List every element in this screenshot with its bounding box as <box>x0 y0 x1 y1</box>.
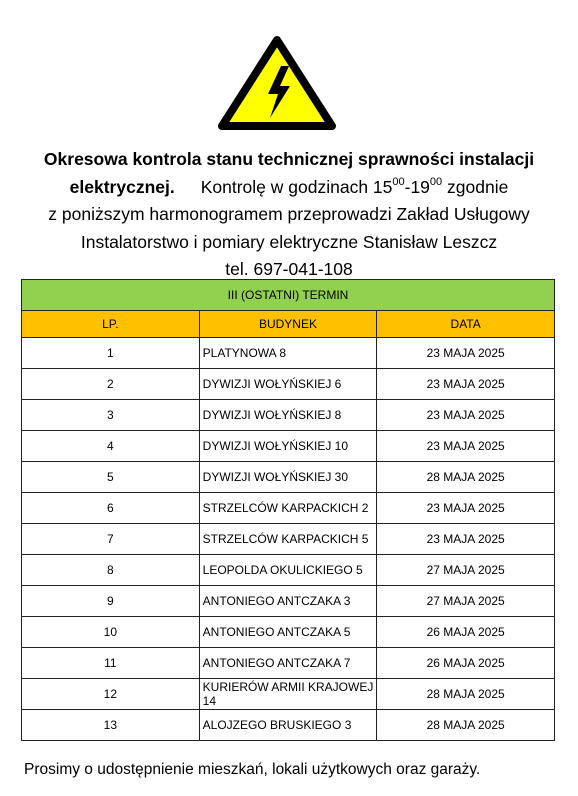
cell-date: 28 MAJA 2025 <box>377 679 555 710</box>
table-title: III (OSTATNI) TERMIN <box>22 280 555 311</box>
cell-lp: 6 <box>22 493 200 524</box>
hours-start-sup: 00 <box>392 175 405 188</box>
cell-lp: 2 <box>22 369 200 400</box>
cell-date: 23 MAJA 2025 <box>377 431 555 462</box>
cell-building: DYWIZJI WOŁYŃSKIEJ 10 <box>199 431 377 462</box>
cell-building: DYWIZJI WOŁYŃSKIEJ 6 <box>199 369 377 400</box>
heading-line-3: z poniższym harmonogramem przeprowadzi Zakład Usługowy <box>48 204 530 224</box>
heading-bold-word: elektrycznej. <box>69 176 175 197</box>
table-row <box>22 338 555 369</box>
table-row <box>22 462 555 493</box>
notice-heading <box>0 146 578 284</box>
cell-date: 23 MAJA 2025 <box>377 400 555 431</box>
cell-date: 23 MAJA 2025 <box>377 338 555 369</box>
hours-tail: zgodnie <box>442 176 509 197</box>
cell-lp: 10 <box>22 617 200 648</box>
footer-note: Prosimy o udostępnienie mieszkań, lokali użytkowych oraz garaży. <box>24 761 481 778</box>
schedule-table <box>21 279 555 741</box>
cell-building: ANTONIEGO ANTCZAKA 5 <box>199 617 377 648</box>
cell-date: 27 MAJA 2025 <box>377 586 555 617</box>
cell-lp: 9 <box>22 586 200 617</box>
cell-date: 26 MAJA 2025 <box>377 617 555 648</box>
high-voltage-warning-icon <box>218 36 336 130</box>
table-title-row <box>22 280 555 311</box>
cell-building: DYWIZJI WOŁYŃSKIEJ 30 <box>199 462 377 493</box>
table-row <box>22 493 555 524</box>
table-row <box>22 617 555 648</box>
table-row <box>22 586 555 617</box>
heading-line-1: Okresowa kontrola stanu technicznej sprawności instalacji <box>43 149 535 169</box>
table-row <box>22 431 555 462</box>
cell-date: 26 MAJA 2025 <box>377 648 555 679</box>
table-row <box>22 369 555 400</box>
cell-building: STRZELCÓW KARPACKICH 5 <box>199 524 377 555</box>
phone-number: tel. 697-041-108 <box>225 259 353 279</box>
hours-end-sup: 00 <box>429 175 443 188</box>
cell-building: ANTONIEGO ANTCZAKA 3 <box>199 586 377 617</box>
table-row <box>22 679 555 710</box>
table-row <box>22 555 555 586</box>
cell-lp: 1 <box>22 338 200 369</box>
table-row <box>22 710 555 741</box>
cell-building: ANTONIEGO ANTCZAKA 7 <box>199 648 377 679</box>
table-row <box>22 648 555 679</box>
heading-line-2 <box>0 174 578 202</box>
table-row <box>22 400 555 431</box>
header-building: BUDYNEK <box>199 311 377 338</box>
cell-date: 23 MAJA 2025 <box>377 369 555 400</box>
cell-lp: 3 <box>22 400 200 431</box>
header-date: DATA <box>377 311 555 338</box>
heading-line-4: Instalatorstwo i pomiary elektryczne Stanisław Leszcz <box>80 231 498 252</box>
cell-building: PLATYNOWA 8 <box>199 338 377 369</box>
cell-lp: 8 <box>22 555 200 586</box>
cell-date: 23 MAJA 2025 <box>377 524 555 555</box>
table-header-row <box>22 311 555 338</box>
cell-date: 28 MAJA 2025 <box>377 710 555 741</box>
header-lp: LP. <box>22 311 200 338</box>
cell-date: 23 MAJA 2025 <box>377 493 555 524</box>
cell-lp: 5 <box>22 462 200 493</box>
cell-date: 28 MAJA 2025 <box>377 462 555 493</box>
cell-lp: 12 <box>22 679 200 710</box>
cell-lp: 4 <box>22 431 200 462</box>
cell-building: ALOJZEGO BRUSKIEGO 3 <box>199 710 377 741</box>
cell-building: LEOPOLDA OKULICKIEGO 5 <box>199 555 377 586</box>
cell-building: KURIERÓW ARMII KRAJOWEJ 14 <box>199 679 377 710</box>
hours-text: Kontrolę w godzinach 15 <box>200 176 393 197</box>
cell-lp: 13 <box>22 710 200 741</box>
cell-building: STRZELCÓW KARPACKICH 2 <box>199 493 377 524</box>
cell-date: 27 MAJA 2025 <box>377 555 555 586</box>
cell-building: DYWIZJI WOŁYŃSKIEJ 8 <box>199 400 377 431</box>
cell-lp: 7 <box>22 524 200 555</box>
hours-dash: -19 <box>404 176 430 197</box>
cell-lp: 11 <box>22 648 200 679</box>
table-row <box>22 524 555 555</box>
